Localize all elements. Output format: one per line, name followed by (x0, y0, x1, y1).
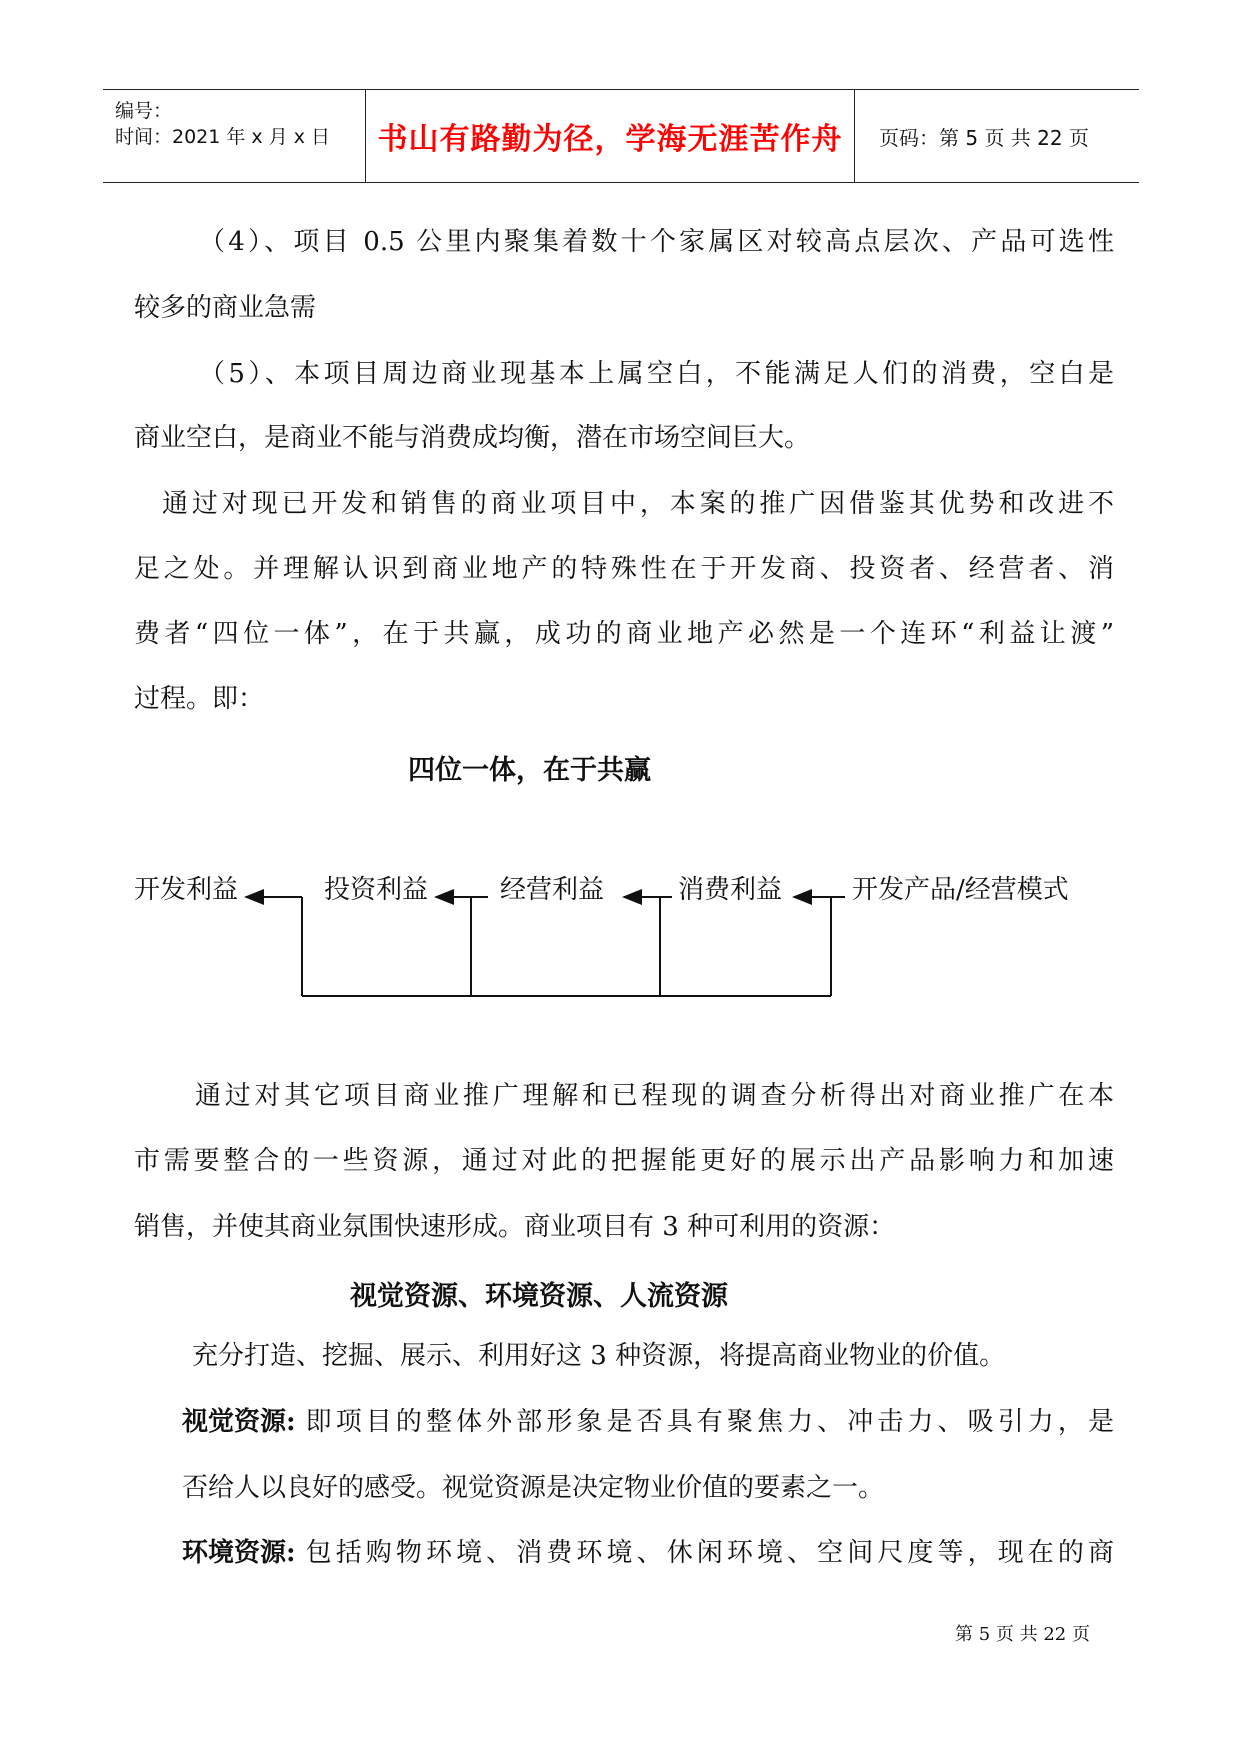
page-footer: 第 5 页 共 22 页 (955, 1624, 1090, 1645)
visual-resource-line-1 (182, 1404, 1114, 1440)
environment-resource-term: 环境资源: (182, 1538, 296, 1568)
diagram-node-investor: 投资利益 (322, 872, 430, 908)
header-number-label: 编号： (115, 100, 173, 122)
visual-resource-text: 即项目的整体外部形象是否具有聚焦力、冲击力、吸引力，是 (305, 1407, 1114, 1437)
visual-resource-line-2: 否给人以良好的感受。视觉资源是决定物业价值的要素之一。 (182, 1473, 885, 1503)
paragraph-6-line-1: 通过对现已开发和销售的商业项目中，本案的推广因借鉴其优势和改进不 (162, 489, 1114, 519)
section-title-resources: 视觉资源、环境资源、人流资源 (350, 1281, 728, 1312)
paragraph-6-line-3: 费者“四位一体”，在于共赢，成功的商业地产必然是一个连环“利益让渡” (134, 619, 1114, 649)
environment-resource-text: 包括购物环境、消费环境、休闲环境、空间尺度等，现在的商 (305, 1538, 1114, 1568)
paragraph-7-line-1: 通过对其它项目商业推广理解和已程现的调查分析得出对商业推广在本 (195, 1081, 1114, 1111)
paragraph-7-line-2: 市需要整合的一些资源，通过对此的把握能更好的展示出产品影响力和加速 (134, 1146, 1114, 1176)
environment-resource-line-1 (182, 1535, 1114, 1571)
paragraph-5-line-1: （5）、本项目周边商业现基本上属空白，不能满足人们的消费，空白是 (199, 359, 1114, 389)
paragraph-4-line-1: （4）、项目 0.5 公里内聚集着数十个家属区对较高点层次、产品可选性 (199, 227, 1114, 257)
paragraph-4-line-2: 较多的商业急需 (134, 293, 317, 323)
visual-resource-term: 视觉资源: (182, 1407, 296, 1437)
diagram-node-product: 开发产品/经营模式 (850, 872, 1071, 908)
header-page-code: 页码：第 5 页 共 22 页 (879, 125, 1089, 150)
paragraph-5-line-2: 商业空白，是商业不能与消费成均衡，潜在市场空间巨大。 (134, 423, 811, 453)
paragraph-6-line-4: 过程。即： (134, 684, 265, 714)
diagram-node-consumer: 消费利益 (676, 872, 784, 908)
diagram-node-developer: 开发利益 (132, 872, 240, 908)
paragraph-8: 充分打造、挖掘、展示、利用好这 3 种资源，将提高商业物业的价值。 (192, 1341, 1006, 1371)
header-motto: 书山有路勤为径，学海无涯苦作舟 (366, 90, 855, 182)
paragraph-6-line-2: 足之处。并理解认识到商业地产的特殊性在于开发商、投资者、经营者、消 (134, 554, 1114, 584)
section-title-win-win: 四位一体，在于共赢 (408, 755, 651, 786)
diagram-node-operator: 经营利益 (498, 872, 606, 908)
header-time-label: 时间：2021 年 x 月 x 日 (115, 126, 331, 148)
paragraph-7-line-3: 销售，并使其商业氛围快速形成。商业项目有 3 种可利用的资源： (134, 1212, 896, 1242)
